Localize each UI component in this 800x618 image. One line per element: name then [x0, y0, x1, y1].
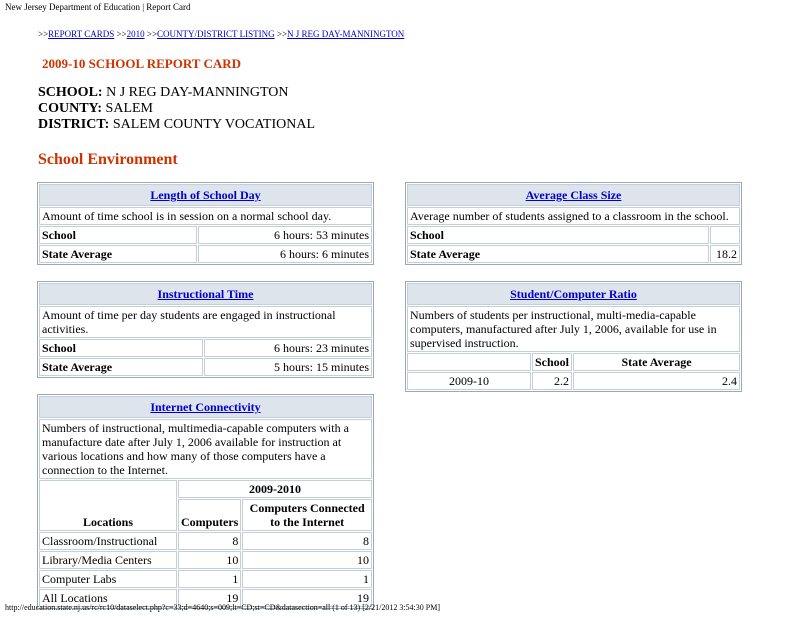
- instructional-time-link[interactable]: Instructional Time: [157, 287, 254, 301]
- table-row: [39, 532, 372, 550]
- breadcrumb-separator: >>: [38, 29, 49, 39]
- table-row: [39, 339, 372, 357]
- breadcrumb-separator: >>: [116, 29, 127, 39]
- instructional-time-table: [37, 281, 374, 378]
- row-location: Library/Media Centers: [39, 551, 177, 569]
- length-of-day-description: Amount of time school is in session on a normal school day.: [39, 207, 372, 225]
- computer-ratio-link[interactable]: Student/Computer Ratio: [510, 287, 637, 301]
- page-footer: http://education.state.nj.us/rc/rc10/dataselect.php?c=33;d=4640;s=009;lt=CD;st=CD&datasection=all (1 of 13) [2/21/2012 3:54:30 PM]: [5, 603, 440, 612]
- row-school: 2.2: [532, 372, 572, 390]
- internet-connectivity-header: [39, 396, 372, 418]
- empty-header-cell: [407, 353, 531, 371]
- row-value: 5 hours: 15 minutes: [204, 358, 372, 376]
- column-header-computers: Computers: [178, 499, 241, 531]
- row-value: 6 hours: 53 minutes: [198, 226, 372, 244]
- table-header-row: [407, 353, 740, 371]
- row-connected: 8: [242, 532, 372, 550]
- breadcrumb-report-cards[interactable]: REPORT CARDS: [48, 29, 115, 39]
- page-header: New Jersey Department of Education | Report Card: [5, 2, 191, 12]
- length-of-day-link[interactable]: Length of School Day: [150, 188, 261, 202]
- school-info: [38, 85, 315, 133]
- breadcrumb-2010[interactable]: 2010: [126, 29, 145, 39]
- internet-connectivity-table: [37, 394, 374, 609]
- computer-ratio-header: [407, 283, 740, 305]
- school-label: SCHOOL:: [38, 85, 103, 100]
- table-row: [39, 245, 372, 263]
- breadcrumb: [38, 29, 404, 39]
- row-connected: 10: [242, 551, 372, 569]
- row-label: State Average: [407, 245, 709, 263]
- county-label: COUNTY:: [38, 101, 103, 116]
- report-title: 2009-10 SCHOOL REPORT CARD: [42, 56, 242, 71]
- instructional-time-description: Amount of time per day students are engaged in instructional activities.: [39, 306, 372, 338]
- computer-ratio-table: [405, 281, 742, 392]
- row-label: School: [39, 339, 203, 357]
- row-computers: 1: [178, 570, 241, 588]
- row-state: 2.4: [573, 372, 740, 390]
- table-row: [407, 226, 740, 244]
- instructional-time-header: [39, 283, 372, 305]
- district-value: SALEM COUNTY VOCATIONAL: [112, 117, 316, 132]
- row-computers: 10: [178, 551, 241, 569]
- table-row: [39, 358, 372, 376]
- row-value: [710, 226, 740, 244]
- class-size-description: Average number of students assigned to a classroom in the school.: [407, 207, 740, 225]
- computer-ratio-description: Numbers of students per instructional, multi-media-capable computers, manufactured after July 1, 2006, available for use in supervised instruction.: [407, 306, 740, 352]
- row-label: State Average: [39, 358, 203, 376]
- class-size-link[interactable]: Average Class Size: [525, 188, 622, 202]
- row-year: 2009-10: [407, 372, 531, 390]
- row-value: 18.2: [710, 245, 740, 263]
- row-label: School: [407, 226, 709, 244]
- school-value: N J REG DAY-MANNINGTON: [106, 85, 289, 100]
- internet-connectivity-description: Numbers of instructional, multimedia-capable computers with a manufacture date after July 1, 2006 available for instruction at various locations and how many of those computers have a connection to the Internet.: [39, 419, 372, 479]
- table-row: [39, 226, 372, 244]
- class-size-table: [405, 182, 742, 265]
- length-of-day-table: [37, 182, 374, 265]
- column-header-connected: Computers Connected to the Internet: [242, 499, 372, 531]
- column-header-state: State Average: [573, 353, 740, 371]
- table-row: [407, 372, 740, 390]
- length-of-day-header: [39, 184, 372, 206]
- breadcrumb-school[interactable]: N J REG DAY-MANNINGTON: [287, 29, 405, 39]
- breadcrumb-separator: >>: [146, 29, 158, 39]
- row-location: Classroom/Instructional: [39, 532, 177, 550]
- row-connected: 19: [242, 589, 372, 607]
- row-connected: 1: [242, 570, 372, 588]
- row-label: State Average: [39, 245, 197, 263]
- table-row: [407, 245, 740, 263]
- year-header: 2009-2010: [178, 480, 372, 498]
- table-header-row: [39, 480, 372, 498]
- row-location: All Locations: [39, 589, 177, 607]
- internet-connectivity-link[interactable]: Internet Connectivity: [150, 400, 261, 414]
- section-title: School Environment: [38, 151, 178, 168]
- row-computers: 8: [178, 532, 241, 550]
- row-computers: 19: [178, 589, 241, 607]
- class-size-header: [407, 184, 740, 206]
- district-label: DISTRICT:: [38, 117, 110, 132]
- row-value: 6 hours: 23 minutes: [204, 339, 372, 357]
- column-header-locations: Locations: [39, 480, 177, 531]
- breadcrumb-separator: >>: [276, 29, 288, 39]
- row-location: Computer Labs: [39, 570, 177, 588]
- table-row: [39, 570, 372, 588]
- row-label: School: [39, 226, 197, 244]
- table-row: [39, 551, 372, 569]
- breadcrumb-county-district[interactable]: COUNTY/DISTRICT LISTING: [157, 29, 275, 39]
- row-value: 6 hours: 6 minutes: [198, 245, 372, 263]
- column-header-school: School: [532, 353, 572, 371]
- county-value: SALEM: [105, 101, 153, 116]
